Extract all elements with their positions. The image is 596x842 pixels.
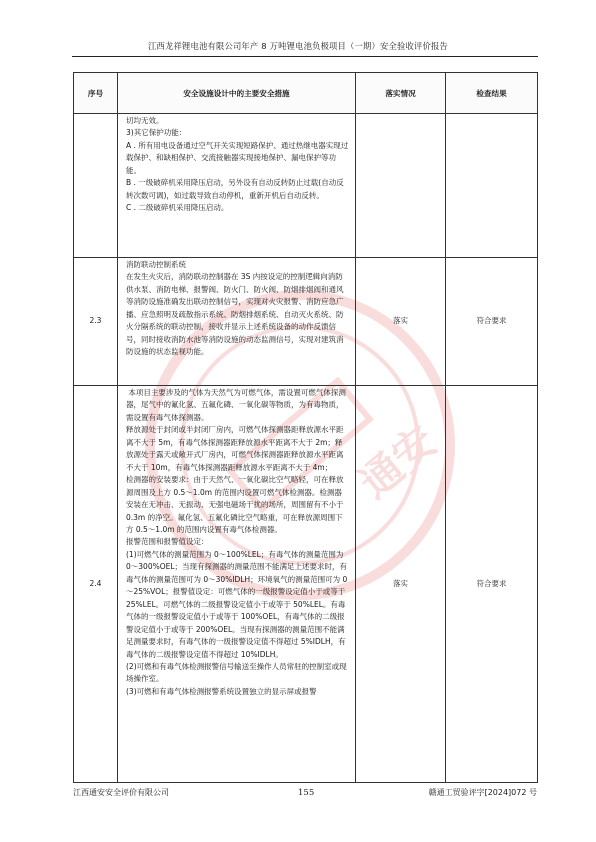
row-status: 落实	[356, 258, 446, 386]
page-header	[0, 40, 596, 52]
footer-company: 江西通安安全评价有限公司	[73, 788, 169, 797]
header-divider	[72, 56, 538, 57]
paragraph: 3)其它保护功能：	[126, 128, 187, 138]
paragraph: 报警范围和报警值设定：	[126, 537, 209, 547]
paragraph: (3)可燃和有毒气体检测报警系统设置独立的显示屏或报警	[126, 686, 317, 696]
table-header-row	[74, 73, 538, 114]
safety-measures-table	[73, 72, 538, 783]
svg-text:通安: 通安	[349, 416, 446, 508]
row-status: 落实	[356, 386, 446, 783]
row-result	[446, 114, 538, 258]
row-num: 2.4	[74, 386, 118, 783]
paragraph: 本项目主要涉及的气体为天然气为可燃气体，需设置可燃气体探测器，尾气中的氟化氢、五氟化磷、一氧化碳等物质，为有毒物质，需设置有毒气体探测器。	[126, 388, 346, 422]
row-result: 符合要求	[446, 258, 538, 386]
paragraph: 检测器的安装要求：由于天然气、一氧化碳比空气略轻，可在释放源周围及上方 0.5～1.0m 的范围内设置可燃气体检测器。检测器安装在无冲击、无振动、无强电磁场干扰的场所，周围留有不小于 0.3m 的净空。氟化氢、五氟化磷比空气略重，可在释放源周围下方 0.5～1.0m 的范围内设置有毒气体检测器。	[126, 475, 346, 534]
report-title: 江西龙祥锂电池有限公司年产 8 万吨锂电池负极项目（一期）安全验收评价报告	[147, 41, 449, 51]
row-status	[356, 114, 446, 258]
paragraph: 在发生火灾后，消防联动控制器在 3S 内按设定的控制逻辑向消防供水泵、消防电梯、报警阀、防火门、防火阀、防烟排烟阀和通风等消防设施准确发出联动控制信号，实现对火灾报警、消防应急广播、应急照明及疏散指示系统、防烟排烟系统、自动灭火系统、防火分隔系统的联动控制，接收并显示上述系统设备的动作反馈信号，同时接收消防水池等消防设施的动态监测信号，实现对建筑消防设施的状态监视功能。	[126, 272, 344, 357]
page-number: 155	[298, 788, 315, 798]
row-content	[118, 386, 356, 783]
table-row	[74, 386, 538, 783]
col-header-status: 落实情况	[356, 73, 446, 114]
table-row	[74, 258, 538, 386]
row-content	[118, 114, 356, 258]
col-header-measure: 安全设施设计中的主要安全措施	[118, 73, 356, 114]
col-header-result: 检查结果	[446, 73, 538, 114]
paragraph: C . 二级破碎机采用降压启动。	[126, 203, 229, 213]
table-row	[74, 114, 538, 258]
paragraph: 切均无效。	[126, 116, 164, 125]
paragraph: 消防联动控制系统	[126, 260, 186, 269]
paragraph: (1)可燃气体的测量范围为 0～100%LEL；有毒气体的测量范围为 0～300%OEL；当现有探测器的测量范围不能满足上述要求时，有毒气体的测量范围可为 0～30%IDLH；环境氧气的测量范围可为 0～25%VOL；报警值设定：可燃气体的一级报警设定值小于或等于 25%LEL。可燃气体的二级报警设定值小于或等于 50%LEL。有毒气体的一级报警设定值小于或等于 100%OEL，有毒气体的二级报警设定值小于或等于 200%OEL。当现有探测器的测量范围不能满足测量要求时，有毒气体的一级报警设定值不得超过 5%IDLH，有毒气体的二级报警设定值不得超过 10%IDLH。	[126, 549, 348, 659]
paragraph: A . 所有用电设备通过空气开关实现短路保护、通过热继电器实现过载保护、和缺相保护、交流接触器实现接地保护、漏电保护等功能。	[126, 140, 349, 175]
paragraph: (2)可燃和有毒气体检测报警信号输送至操作人员常驻的控制室或现场操作室。	[126, 661, 347, 684]
paragraph: B . 一级破碎机采用降压启动，另外设有自动反转防止过载(自动反转次数可调)，如过载导致自动停机，重新开机后自动反转。	[126, 178, 344, 200]
row-result: 符合要求	[446, 386, 538, 783]
row-num: 2.3	[74, 258, 118, 386]
paragraph: 释放源处于封闭或半封闭厂房内，可燃气体探测器距释放源水平距离不大于 5m，有毒气体探测器距释放源水平距离不大于 2m；释放源处于露天或敞开式厂房内，可燃气体探测器距释放源水平距离不大于 10m，有毒气体探测器距释放源水平距离不大于 4m；	[126, 425, 344, 472]
row-num	[74, 114, 118, 258]
col-header-num: 序号	[74, 73, 118, 114]
document-number: 赣通工贸验评字[2024]072 号	[428, 788, 537, 797]
row-content	[118, 258, 356, 386]
